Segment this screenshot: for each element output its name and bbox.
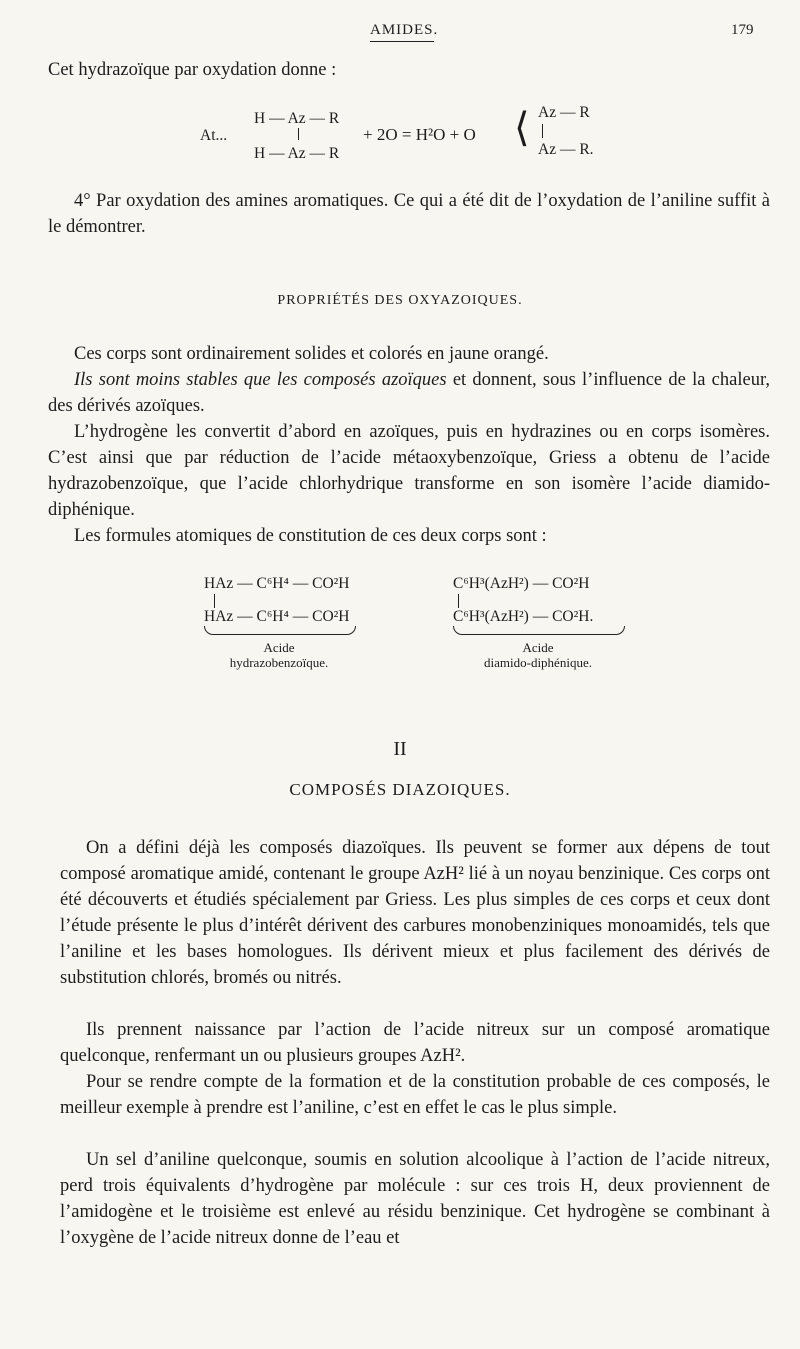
formula-2-right-brace: [453, 626, 625, 635]
paragraph-aromatic-amines: 4° Par oxydation des amines aromatiques. Ce qui a été dit de l’oxydation de l’aniline suffit à le démontrer.: [48, 191, 770, 237]
formula-2-right-top: C⁶H³(AzH²) — CO²H: [453, 575, 590, 592]
formula-1-right-top: Az — R: [538, 104, 590, 121]
formula-2-right-label2: diamido-diphénique.: [484, 655, 592, 670]
paragraph-aniline-salt: Un sel d’aniline quelconque, soumis en solution alcoolique à l’action de l’acide nitreux, perd trois équivalents d’hydrogène par molécule : sur ces trois H, deux proviennent de l’amidogène et le troisième est enlevé au résidu benzinique. Cet hydrogène se combinant à l’oxygène de l’acide nitreux donne de l’eau et: [60, 1150, 770, 1248]
formula-2-left-label2: hydrazobenzoïque.: [229, 655, 329, 670]
page-number: 179: [731, 22, 754, 38]
formula-1-prefix: At...: [200, 127, 228, 144]
paragraph-born: Ils prennent naissance par l’action de l’acide nitreux sur un composé aromatique quelconque, renfermant un ou plusieurs groupes AzH².: [60, 1020, 770, 1066]
formula-2-right-label1: Acide: [522, 640, 554, 655]
section-title-diazo: COMPOSÉS DIAZOIQUES.: [289, 780, 511, 799]
page-header: [0, 20, 800, 46]
formula-1-right-bond: [542, 124, 543, 138]
formula-2-left-top: HAz — C⁶H⁴ — CO²H: [204, 575, 350, 592]
less-stable-rest: et donnent, sous l’influence de la chaleur, des dérivés azoïques.: [48, 370, 771, 416]
section-title-properties: PROPRIÉTÉS DES OXYAZOIQUES.: [277, 293, 523, 308]
paragraph-formulas: Les formules atomiques de constitution de ces deux corps sont :: [74, 526, 547, 546]
formula-1-products: + 2O = H²O + O: [363, 125, 476, 144]
header-rule: [370, 41, 434, 42]
paragraph-solid-colored: Ces corps sont ordinairement solides et colorés en jaune orangé.: [74, 344, 549, 364]
formula-1-bracket: ⟨: [514, 105, 530, 150]
formula-1-bottom: H — Az — R: [254, 145, 340, 162]
intro-line: Cet hydrazoïque par oxydation donne :: [48, 60, 337, 80]
formula-1-right-bottom: Az — R.: [538, 141, 594, 158]
paragraph-hydrogen: L’hydrogène les convertit d’abord en azoïques, puis en hydrazines ou en corps isomères. C’est ainsi que par réduction de l’acide métaoxybenzoïque, Griess a obtenu de l’acide hydrazobenzoïque, que l’acide chlorhydrique transforme en son isomère l’acide diamido-diphénique.: [48, 422, 770, 520]
formula-2-left-bond: [214, 594, 215, 608]
section-number: II: [393, 738, 407, 760]
formula-2-left-label1: Acide: [263, 640, 295, 655]
paragraph-less-stable: [48, 367, 770, 419]
less-stable-italic: Ils sont moins stables que les composés azoïques: [74, 370, 447, 390]
formula-2-left-bottom: HAz — C⁶H⁴ — CO²H: [204, 608, 350, 625]
formula-1-bond: [298, 128, 299, 140]
formula-2-right-bond: [458, 594, 459, 608]
formula-1-top: H — Az — R: [254, 110, 340, 127]
paragraph-defined: On a défini déjà les composés diazoïques. Ils peuvent se former aux dépens de tout composé aromatique amidé, contenant le groupe AzH² lié à un noyau benzinique. Ces corps ont été découverts et étudiés spécialement par Griess. Les plus simples de ces corps et ceux dont l’étude présente le plus d’intérêt dérivent des carbures monobenziniques monoamidés, tels que l’aniline et les bases homologues. Ils dérivent mieux et plus facilement des dérivés de substitution chlorés, bromés ou nitrés.: [60, 838, 770, 988]
running-title: AMIDES.: [370, 22, 439, 38]
formula-2-left-brace: [204, 626, 356, 635]
paragraph-account: Pour se rendre compte de la formation et de la constitution probable de ces composés, le meilleur exemple à prendre est l’aniline, c’est en effet le cas le plus simple.: [60, 1072, 770, 1118]
formula-2-right-bottom: C⁶H³(AzH²) — CO²H.: [453, 608, 594, 625]
